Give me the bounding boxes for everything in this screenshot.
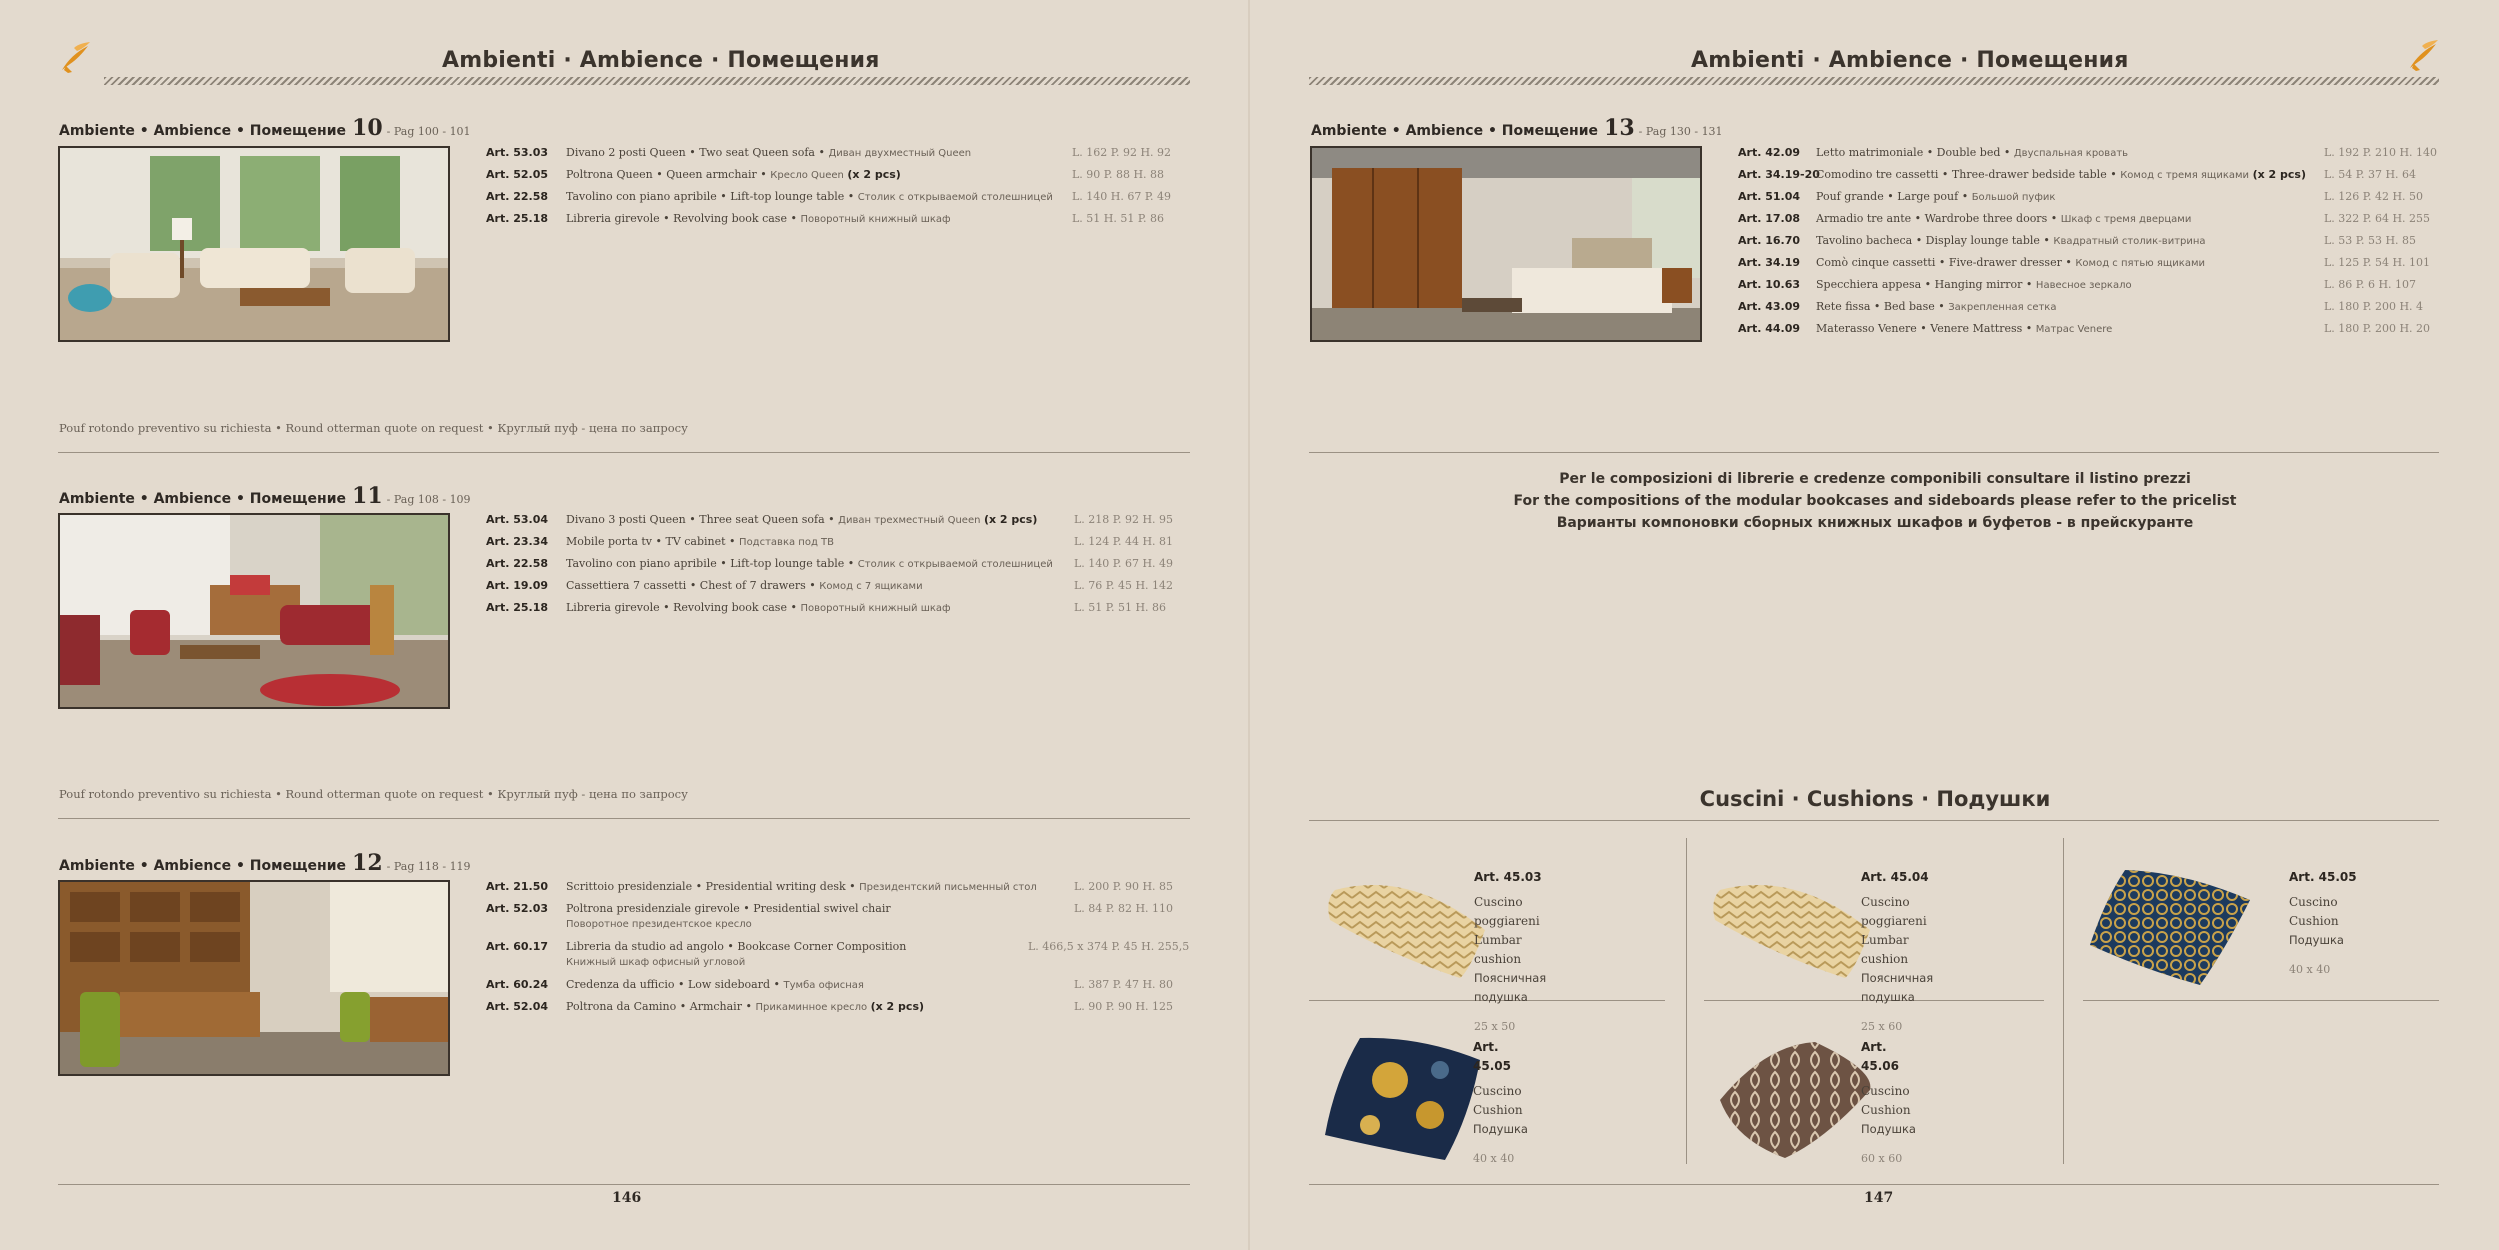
cushion-name-en: Cushion	[1861, 1103, 1911, 1117]
cushion-name-ru: Поясничная подушка	[1861, 971, 1934, 1004]
list-item: Art. 60.17 Libreria da studio ad angolo • Bookcase Corner Composition Книжный шкаф офисный угловой L. 466,5 x 374 P. 45 H. 255,5	[486, 940, 1190, 968]
list-item: Art. 52.03 Poltrona presidenziale girevole • Presidential swivel chair Поворотное президентское кресло L. 84 P. 82 H. 110	[486, 902, 1174, 930]
cushion-size: 60 x 60	[1861, 1152, 1903, 1165]
cushion-name-ru: Подушка	[2289, 933, 2344, 947]
cushion-damask-image	[1705, 1030, 1885, 1165]
column-divider	[1686, 838, 1687, 1164]
list-item: Art. 44.09 Materasso Venere • Venere Mattress • Матрас Venere L. 180 P. 200 H. 20	[1738, 322, 2431, 335]
row-divider	[2083, 1000, 2439, 1001]
cushion-art: Art. 45.05	[2289, 870, 2357, 884]
list-item: Art. 17.08 Armadio tre ante • Wardrobe three doors • Шкаф с тремя дверцами L. 322 P. 64 H. 255	[1738, 212, 2431, 225]
list-item: Art. 53.03 Divano 2 posti Queen • Two seat Queen sofa • Диван двухместный Queen L. 162 P. 92 H. 92	[486, 146, 1172, 159]
header-hatch-rule	[104, 77, 1190, 85]
list-item: Art. 10.63 Specchiera appesa • Hanging mirror • Навесное зеркало L. 86 P. 6 H. 107	[1738, 278, 2417, 291]
cushion-name-ru: Подушка	[1473, 1122, 1528, 1136]
list-item: Art. 25.18 Libreria girevole • Revolving book case • Поворотный книжный шкаф L. 51 H. 51 P. 86	[486, 212, 1165, 225]
cushion-floral-image	[1320, 1030, 1490, 1165]
footer-rule	[58, 1184, 1190, 1185]
right-page	[1250, 0, 2499, 1250]
cushion-name-en: Cushion	[1473, 1103, 1523, 1117]
cushion-name-it: Cuscino	[1473, 1084, 1522, 1098]
cushion-art: Art. 45.06	[1861, 1040, 1899, 1073]
list-item: Art. 21.50 Scrittoio presidenziale • Presidential writing desk • Президентский письменный стол L. 200 P. 90 H. 85	[486, 880, 1174, 893]
page-number-left: 146	[612, 1190, 642, 1206]
brand-logo-icon	[58, 40, 92, 74]
cushion-name-it: Cuscino	[1861, 1084, 1910, 1098]
room-photo-11	[58, 513, 450, 709]
item-list-11	[486, 509, 1206, 619]
cushion-size: 25 x 50	[1474, 1020, 1516, 1033]
cushions-title: Cuscini · Cushions · Подушки	[1699, 787, 2051, 811]
room-photo-13	[1310, 146, 1702, 342]
divider	[58, 818, 1190, 819]
list-item: Art. 34.19-20 Comodino tre cassetti • Three-drawer bedside table • Комод с тремя ящиками (x 2 pcs) L. 54 P. 37 H. 64	[1738, 168, 2417, 181]
pricelist-note	[1310, 468, 2440, 534]
page-number-right: 147	[1864, 1190, 1894, 1206]
cushion-name-it: Cuscino poggiareni	[1861, 895, 1927, 928]
divider	[1309, 452, 2439, 453]
list-item: Art. 52.05 Poltrona Queen • Queen armchair • Кресло Queen (x 2 pcs) L. 90 P. 88 H. 88	[486, 168, 1165, 181]
cushion-name-it: Cuscino	[2289, 895, 2338, 909]
list-item: Art. 22.58 Tavolino con piano apribile • Lift-top lounge table • Столик с открываемой столешницей L. 140 H. 67 P. 49	[486, 190, 1172, 203]
cushion-name-en: Cushion	[2289, 914, 2339, 928]
cushion-art: Art. 45.04	[1861, 870, 1929, 884]
footer-rule	[1309, 1184, 2439, 1185]
cushion-lumbar-image	[1320, 860, 1500, 990]
cushion-name-en: Lumbar cushion	[1861, 933, 1909, 966]
list-item: Art. 53.04 Divano 3 posti Queen • Three seat Queen sofa • Диван трехместный Queen (x 2 pcs) L. 218 P. 92 H. 95	[486, 513, 1174, 526]
cushion-name-ru: Подушка	[1861, 1122, 1916, 1136]
cushion-size: 40 x 40	[2289, 963, 2331, 976]
cushion-name-it: Cuscino poggiareni	[1474, 895, 1540, 928]
section-title-12: Ambiente • Ambience • Помещение 12 - Pag 118 - 119	[59, 850, 471, 876]
room-photo-10	[58, 146, 450, 342]
list-item: Art. 43.09 Rete fissa • Bed base • Закрепленная сетка L. 180 P. 200 H. 4	[1738, 300, 2424, 313]
room-photo-12	[58, 880, 450, 1076]
divider	[1309, 820, 2439, 821]
pouf-note-11: Pouf rotondo preventivo su richiesta • Round otterman quote on request • Круглый пуф - цена по запросу	[59, 787, 688, 801]
cushion-art: Art. 45.03	[1474, 870, 1542, 884]
cushion-info	[2289, 868, 2357, 979]
pricelist-note-it: Per le composizioni di librerie e credenze componibili consultare il listino prezzi	[1559, 471, 2191, 487]
divider	[58, 452, 1190, 453]
cushion-lumbar-image	[1705, 860, 1885, 990]
item-list-10	[486, 142, 1206, 230]
page-title-right: Ambienti · Ambience · Помещения	[1691, 48, 2129, 73]
left-page	[0, 0, 1249, 1250]
section-title-10: Ambiente • Ambience • Помещение 10 - Pag 100 - 101	[59, 115, 471, 141]
list-item: Art. 52.04 Poltrona da Camino • Armchair • Прикаминное кресло (x 2 pcs) L. 90 P. 90 H. 125	[486, 1000, 1174, 1013]
list-item: Art. 34.19 Comò cinque cassetti • Five-drawer dresser • Комод с пятью ящиками L. 125 P. 54 H. 101	[1738, 256, 2431, 269]
brand-logo-icon	[2406, 38, 2440, 72]
list-item: Art. 60.24 Credenza da ufficio • Low sideboard • Тумба офисная L. 387 P. 47 H. 80	[486, 978, 1174, 991]
cushion-size: 25 x 60	[1861, 1020, 1903, 1033]
item-list-13	[1738, 142, 2478, 340]
cushion-size: 40 x 40	[1473, 1152, 1515, 1165]
list-item: Art. 51.04 Pouf grande • Large pouf • Большой пуфик L. 126 P. 42 H. 50	[1738, 190, 2424, 203]
cushion-name-ru: Поясничная подушка	[1474, 971, 1547, 1004]
section-title-11: Ambiente • Ambience • Помещение 11 - Pag 108 - 109	[59, 483, 471, 509]
cushion-pattern-image	[2085, 860, 2255, 990]
list-item: Art. 16.70 Tavolino bacheca • Display lounge table • Квадратный столик-витрина L. 53 P. 53 H. 85	[1738, 234, 2417, 247]
pouf-note-10: Pouf rotondo preventivo su richiesta • Round otterman quote on request • Круглый пуф - цена по запросу	[59, 421, 688, 435]
header-hatch-rule	[1309, 77, 2439, 85]
list-item: Art. 22.58 Tavolino con piano apribile • Lift-top lounge table • Столик с открываемой столешницей L. 140 P. 67 H. 49	[486, 557, 1174, 570]
pricelist-note-en: For the compositions of the modular bookcases and sideboards please refer to the pricelist	[1513, 493, 2237, 509]
cushion-art: Art. 45.05	[1473, 1040, 1511, 1073]
column-divider	[2063, 838, 2064, 1164]
page-title: Ambienti · Ambience · Помещения	[442, 48, 880, 73]
list-item: Art. 19.09 Cassettiera 7 cassetti • Chest of 7 drawers • Комод с 7 ящиками L. 76 P. 45 H. 142	[486, 579, 1174, 592]
section-title-13: Ambiente • Ambience • Помещение 13 - Pag 130 - 131	[1311, 115, 1723, 141]
item-list-12	[486, 876, 1226, 1018]
cushion-name-en: Lumbar cushion	[1474, 933, 1522, 966]
pricelist-note-ru: Варианты компоновки сборных книжных шкафов и буфетов - в прейскуранте	[1556, 515, 2194, 531]
list-item: Art. 23.34 Mobile porta tv • TV cabinet • Подставка под ТВ L. 124 P. 44 H. 81	[486, 535, 1174, 548]
list-item: Art. 42.09 Letto matrimoniale • Double bed • Двуспальная кровать L. 192 P. 210 H. 140	[1738, 146, 2438, 159]
list-item: Art. 25.18 Libreria girevole • Revolving book case • Поворотный книжный шкаф L. 51 P. 51 H. 86	[486, 601, 1167, 614]
